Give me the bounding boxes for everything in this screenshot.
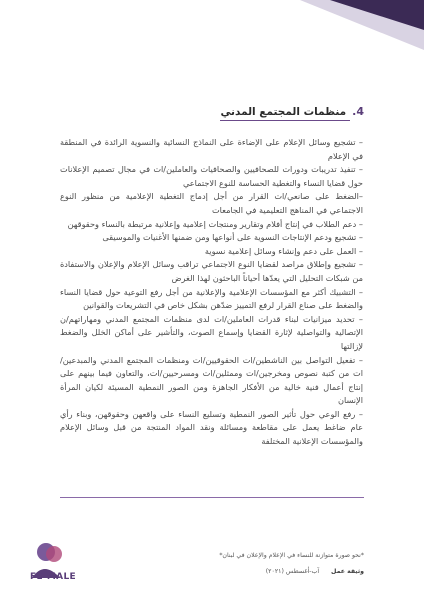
section-heading: [220, 105, 364, 118]
footer-info: [266, 568, 364, 575]
section-title: منظمات المجتمع المدني: [220, 106, 347, 118]
footnote: *نحو صورة متوازنة للنساء في الإعلام والإعلان في لبنان*: [219, 552, 364, 559]
list-item: – تشجيع وسائل الإعلام على الإضاءة على النماذج النسائية والنسوية الرائدة في المنطقة في الإعلام: [60, 137, 363, 161]
list-item: – التشبيك أكثر مع المؤسسات الإعلامية والإعلانية من أجل رفع التوعية حول قضايا النساء والضغط على صناع القرار لرفع التمييز ضدّهن بشكل خاص في التشريعات والقوانين: [60, 286, 363, 311]
list-item: – دعم الطلاب في إنتاج أفلام وتقارير ومنتجات إعلامية وإعلانية مرتبطة بالنساء وحقوقهن: [67, 218, 363, 229]
list-item: – العمل على دعم وإنشاء وسائل إعلامية نسوية: [204, 245, 363, 256]
list-item: – تنفيذ تدريبات ودورات للصحافيين والصحافيات والعاملين/ات في مجال تصميم الإعلانات حول قضايا النساء والتغطية الحساسة للنوع الاجتماعي: [60, 164, 363, 188]
section-number: 4.: [352, 105, 364, 118]
logo-text: FE-MALE: [30, 572, 76, 582]
list-item: – تحديد ميزانيات لبناء قدرات العاملين/ات لدى منظمات المجتمع المدني ومهاراتهم/ن الإتصالية والتواصلية لإثارة القضايا وإسماع الصوت، والتأشير على أماكن الخلل والضغط لإزالتها: [60, 313, 363, 351]
list-item: – رفع الوعي حول تأثير الصور النمطية وتسليع النساء على واقعهن وحقوقهن، وبناء رأي عام ضاغط يعمل على مقاطعة ومسائلة ونقد المواد المنتجة من قبل وسائل الإعلام والمؤسسات الإعلانية المختلفة: [60, 408, 363, 447]
corner-decoration: [0, 0, 424, 60]
list-item: – تشجيع وإطلاق مراصد لقضايا النوع الاجتماعي تراقب وسائل الإعلام والإعلان والاستفادة من شبكات التحليل التي يعدّها أحياناً الباحثون لهذا الغرض: [60, 259, 363, 283]
document-label: وثيقة عمل: [331, 568, 364, 575]
list-item: – تشجيع ودعم الإنتاجات النسوية على أنواعها ومن ضمنها الأغنيات والموسيقى: [102, 232, 363, 243]
bottom-divider: [60, 497, 364, 498]
list-item: –الضغط على صانعي/ات القرار من أجل إدماج التغطية الإعلامية من منظور النوع الاجتماعي في المناهج التعليمية في الجامعات: [60, 191, 363, 215]
heading-underline: [220, 120, 350, 121]
bullet-list: [60, 136, 363, 449]
list-item: – تفعيل التواصل بين الناشطين/ات الحقوقيين/ات ومنظمات المجتمع المدني والمبدعين/ات من كتبة نصوص ومخرجين/ات وممثلين/ات ومسرحيين/ات، والتعاون فيما بينهم على إنتاج أعمال فنية خالية من الأفكار الجاهزة ومن الصور النمطية المسيئة لكيان المرأة الإنسان: [60, 354, 363, 406]
document-date: آب-أغسطس (٢٠٢١): [265, 568, 320, 575]
